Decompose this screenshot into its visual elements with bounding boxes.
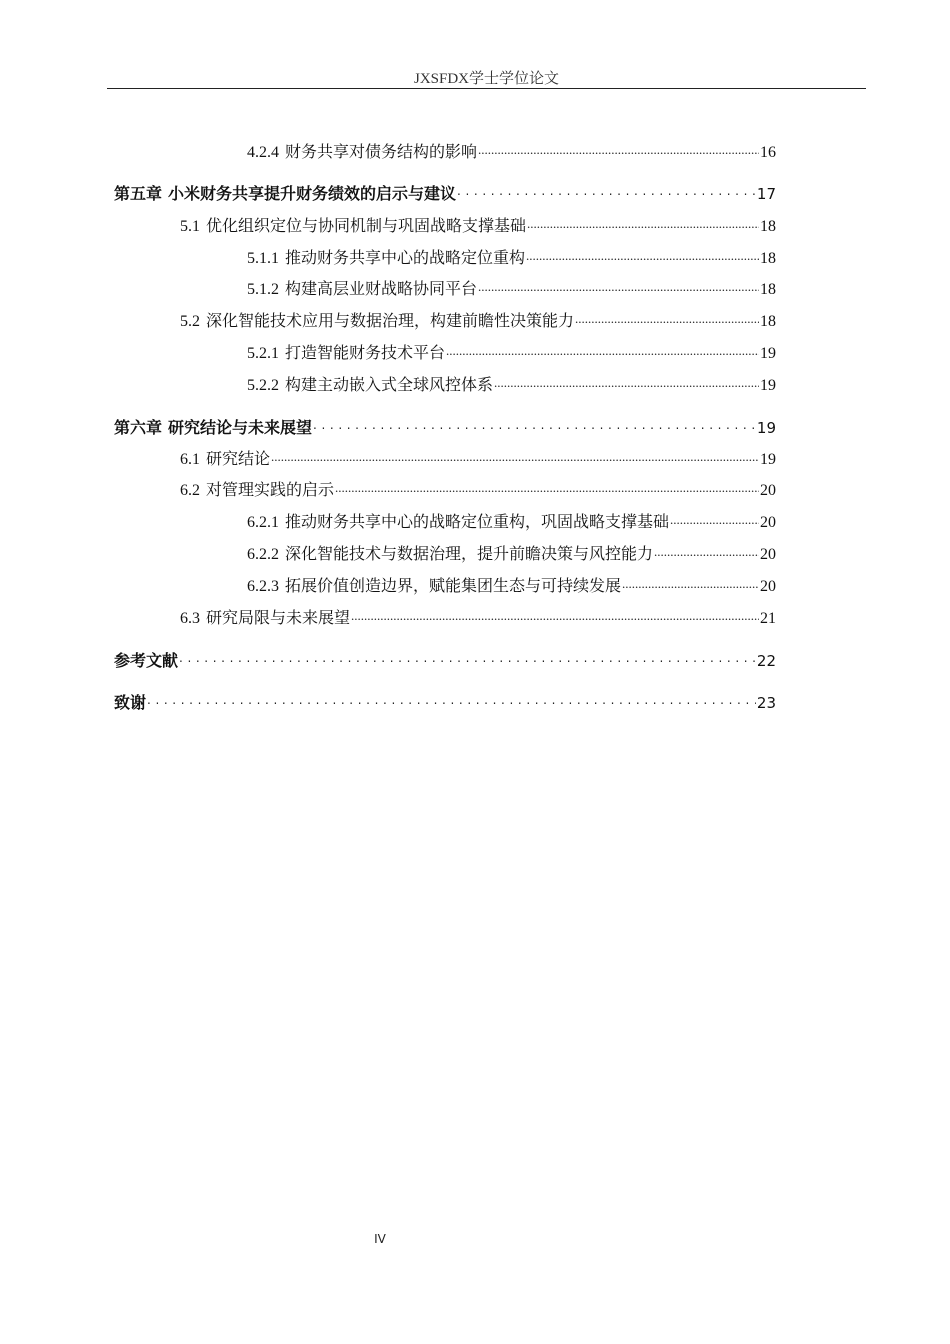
- toc-leader: [622, 576, 759, 598]
- toc-entry[interactable]: [247, 512, 776, 534]
- toc-entry-number: 6.3: [180, 610, 200, 627]
- page-number: IV: [374, 1232, 386, 1246]
- toc-entry-number: 6.2.1: [247, 514, 279, 531]
- toc-entry-page: 18: [760, 250, 776, 267]
- toc-entry-title: 推动财务共享中心的战略定位重构，巩固战略支撑基础: [285, 514, 670, 531]
- toc-entry-title: 致谢: [114, 693, 147, 712]
- toc-entry-page: 20: [760, 546, 776, 563]
- toc-entry-title: 深化智能技术与数据治理，提升前瞻决策与风控能力: [285, 546, 654, 563]
- toc-entry[interactable]: [180, 216, 776, 238]
- toc-entry-title: 研究结论: [206, 451, 271, 468]
- toc-entry[interactable]: [180, 311, 776, 333]
- toc-entry[interactable]: [247, 142, 776, 164]
- toc-entry-title: 研究局限与未来展望: [206, 610, 351, 627]
- toc-leader: [457, 183, 756, 205]
- toc-entry-title: 打造智能财务技术平台: [285, 345, 446, 362]
- toc-entry-page: 20: [760, 514, 776, 531]
- toc-leader: [179, 650, 756, 672]
- toc-entry-page: 18: [760, 313, 776, 330]
- toc-entry-title: 拓展价值创造边界，赋能集团生态与可持续发展: [285, 578, 622, 595]
- toc-entry[interactable]: [247, 544, 776, 566]
- toc-entry-page: 18: [760, 281, 776, 298]
- running-header: JXSFDX学士学位论文: [413, 71, 560, 87]
- toc-entry[interactable]: [247, 576, 776, 598]
- toc-entry-title: 研究结论与未来展望: [168, 418, 313, 437]
- toc-entry[interactable]: [247, 248, 776, 270]
- toc-leader: [654, 544, 759, 566]
- toc-entry[interactable]: [180, 608, 776, 630]
- toc-entry-page: 19: [760, 377, 776, 394]
- toc-leader: [494, 375, 759, 397]
- toc-entry-number: 5.1.2: [247, 281, 279, 298]
- toc-entry-number: 第五章: [114, 184, 163, 203]
- toc-entry-number: 4.2.4: [247, 144, 279, 161]
- toc-entry-number: 5.2.1: [247, 345, 279, 362]
- toc-entry-number: 6.1: [180, 451, 200, 468]
- toc-leader: [526, 248, 759, 270]
- toc-entry[interactable]: [180, 449, 776, 471]
- toc-leader: [313, 417, 756, 439]
- toc-leader: [575, 311, 759, 333]
- toc-entry-number: 6.2.3: [247, 578, 279, 595]
- toc-entry-page: 19: [760, 451, 776, 468]
- toc-entry-number: 5.1.1: [247, 250, 279, 267]
- toc-entry-page: 20: [760, 578, 776, 595]
- toc-entry-number: 5.2.2: [247, 377, 279, 394]
- toc-entry[interactable]: [114, 183, 776, 205]
- toc-entry-page: 21: [760, 610, 776, 627]
- toc-leader: [527, 216, 759, 238]
- toc-entry-title: 构建高层业财战略协同平台: [285, 281, 478, 298]
- toc-leader: [335, 480, 759, 502]
- toc-entry-title: 推动财务共享中心的战略定位重构: [285, 250, 526, 267]
- toc-entry-page: 19: [756, 419, 776, 437]
- toc-leader: [271, 449, 759, 471]
- toc-entry[interactable]: [114, 692, 776, 714]
- toc-entry-number: 6.2: [180, 482, 200, 499]
- toc-entry-number: 5.2: [180, 313, 200, 330]
- toc-entry[interactable]: [114, 650, 776, 672]
- toc-entry-page: 20: [760, 482, 776, 499]
- toc-leader: [351, 608, 759, 630]
- toc-entry-title: 构建主动嵌入式全球风控体系: [285, 377, 494, 394]
- toc-entry[interactable]: [180, 480, 776, 502]
- toc-entry-number: 6.2.2: [247, 546, 279, 563]
- toc-entry-title: 参考文献: [114, 651, 179, 670]
- toc-entry-number: 第六章: [114, 418, 163, 437]
- toc-leader: [670, 512, 759, 534]
- toc-entry[interactable]: [247, 343, 776, 365]
- toc-entry-title: 财务共享对债务结构的影响: [285, 144, 478, 161]
- toc-leader: [478, 279, 759, 301]
- toc-entry-title: 小米财务共享提升财务绩效的启示与建议: [168, 184, 457, 203]
- toc-entry[interactable]: [247, 375, 776, 397]
- toc-entry-page: 19: [760, 345, 776, 362]
- toc-leader: [478, 142, 759, 164]
- toc-entry-number: 5.1: [180, 218, 200, 235]
- toc-entry-page: 17: [756, 185, 776, 203]
- toc-entry[interactable]: [114, 417, 776, 439]
- toc-entry-page: 16: [760, 144, 776, 161]
- toc-entry[interactable]: [247, 279, 776, 301]
- toc-entry-page: 23: [756, 694, 776, 712]
- toc-entry-page: 22: [756, 652, 776, 670]
- toc-entry-title: 对管理实践的启示: [206, 482, 335, 499]
- toc-leader: [446, 343, 759, 365]
- toc-entry-title: 优化组织定位与协同机制与巩固战略支撑基础: [206, 218, 527, 235]
- toc-leader: [147, 692, 756, 714]
- header-rule: [107, 88, 866, 89]
- toc-entry-page: 18: [760, 218, 776, 235]
- toc-entry-title: 深化智能技术应用与数据治理，构建前瞻性决策能力: [206, 313, 575, 330]
